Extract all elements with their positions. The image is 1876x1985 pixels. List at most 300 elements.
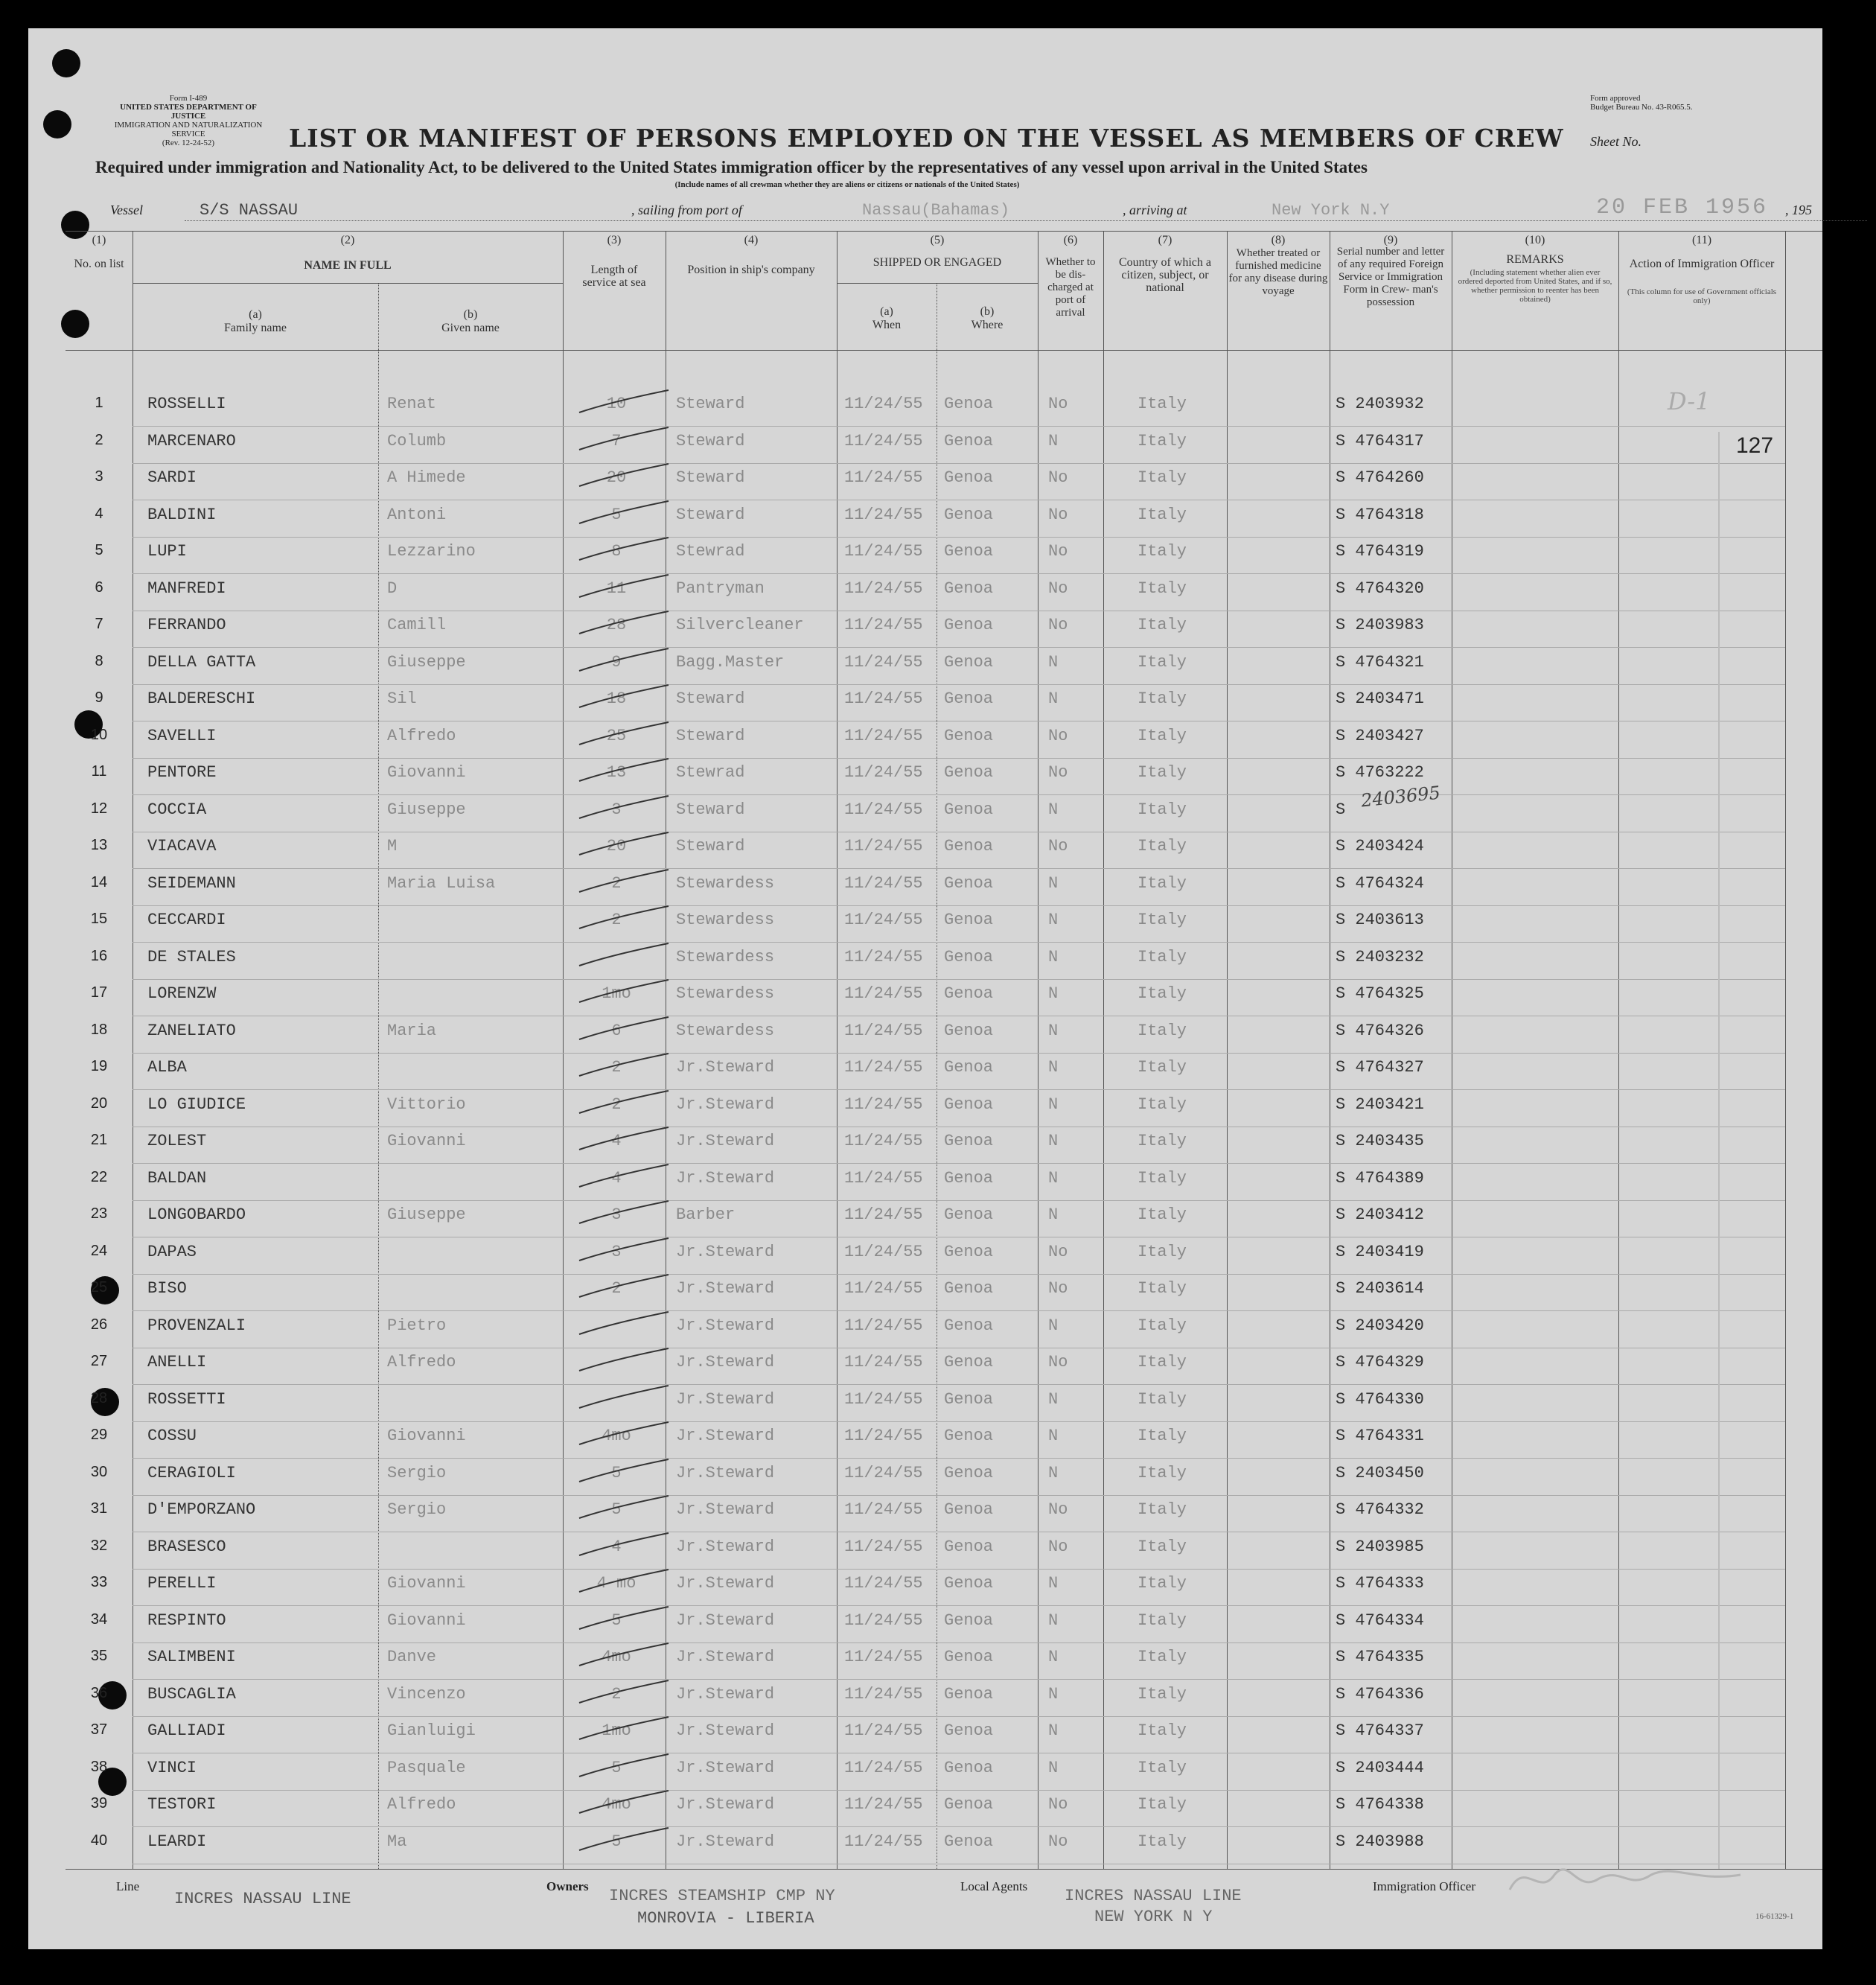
length-of-service: 2 <box>611 1684 622 1704</box>
serial-number: S 2403420 <box>1336 1316 1424 1335</box>
check-mark <box>572 424 676 454</box>
row-divider <box>133 1089 1785 1090</box>
position: Jr.Steward <box>676 1316 775 1335</box>
country: Italy <box>1138 1242 1187 1261</box>
serial-number: S 2403985 <box>1336 1537 1424 1556</box>
discharged: N <box>1048 1316 1059 1335</box>
check-mark <box>572 1751 676 1781</box>
given-name: D <box>387 579 398 598</box>
engaged-when: 11/24/55 <box>844 1648 923 1666</box>
country: Italy <box>1138 1168 1187 1188</box>
check-mark <box>572 1788 676 1817</box>
serial-number: S 4764389 <box>1336 1168 1424 1188</box>
discharged: N <box>1048 1758 1059 1777</box>
table-row <box>66 984 1867 1022</box>
col-num-8: (8) <box>1271 234 1286 246</box>
family-name: D'EMPORZANO <box>147 1500 256 1519</box>
engaged-when: 11/24/55 <box>844 505 923 524</box>
given-name: Pasquale <box>387 1758 466 1777</box>
check-mark <box>572 572 676 602</box>
row-divider <box>133 684 1785 685</box>
family-name: BALDAN <box>147 1168 207 1188</box>
discharged: No <box>1048 1537 1068 1556</box>
row-divider <box>133 1310 1785 1311</box>
serial-number: S 2403444 <box>1336 1758 1424 1777</box>
voyage-line <box>110 195 1822 228</box>
check-mark <box>572 940 676 970</box>
serial-number: S 2403614 <box>1336 1279 1424 1298</box>
col-header-where: Where <box>971 319 1004 331</box>
position: Stewardess <box>676 873 775 893</box>
position: Stewrad <box>676 763 745 782</box>
engaged-where: Genoa <box>944 1721 994 1740</box>
engaged-where: Genoa <box>944 1389 994 1409</box>
given-name: Camill <box>387 616 447 634</box>
given-name: Sergio <box>387 1500 447 1519</box>
d1-annotation: D-1 <box>1668 387 1711 415</box>
family-name: COSSU <box>147 1427 197 1445</box>
engaged-where: Genoa <box>944 468 994 487</box>
discharged: N <box>1048 1132 1059 1150</box>
check-mark <box>572 793 676 823</box>
country: Italy <box>1138 1500 1187 1519</box>
discharged: N <box>1048 1721 1059 1740</box>
engaged-when: 11/24/55 <box>844 1610 923 1630</box>
length-of-service: 20 <box>606 468 627 487</box>
col-num-6: (6) <box>1063 234 1078 246</box>
given-name: Alfredo <box>387 1353 456 1371</box>
discharged: N <box>1048 431 1059 450</box>
discharged: N <box>1048 1205 1059 1224</box>
length-of-service: 1mo <box>602 984 631 1003</box>
country: Italy <box>1138 468 1187 487</box>
length-of-service: 28 <box>606 616 627 634</box>
table-row <box>66 1022 1867 1059</box>
country: Italy <box>1138 1389 1187 1409</box>
country: Italy <box>1138 1832 1187 1851</box>
discharged: N <box>1048 1058 1059 1077</box>
engaged-when: 11/24/55 <box>844 1574 923 1593</box>
serial-number: S 4764335 <box>1336 1648 1424 1666</box>
col-header-name: NAME IN FULL <box>304 259 392 272</box>
family-name: BALDERESCHI <box>147 689 256 708</box>
col-header-treated: Whether treated or furnished medicine for any disease during voyage <box>1228 247 1328 297</box>
family-name: ROSSELLI <box>147 395 226 413</box>
check-mark <box>572 1825 676 1855</box>
engaged-where: Genoa <box>944 1205 994 1224</box>
country: Italy <box>1138 395 1187 413</box>
row-divider <box>133 1163 1785 1164</box>
table-row <box>66 1538 1867 1575</box>
country: Italy <box>1138 1574 1187 1593</box>
engaged-where: Genoa <box>944 1316 994 1335</box>
discharged: N <box>1048 947 1059 966</box>
given-name: Pietro <box>387 1316 447 1335</box>
country: Italy <box>1138 726 1187 745</box>
position: Jr.Steward <box>676 1132 775 1150</box>
manifest-sheet <box>28 28 1822 1949</box>
position: Jr.Steward <box>676 1648 775 1666</box>
given-name: A Himede <box>387 468 466 487</box>
table-row <box>66 948 1867 985</box>
form-number: Form I-489 <box>169 94 208 103</box>
discharged: N <box>1048 1648 1059 1666</box>
family-name: TESTORI <box>147 1795 217 1814</box>
position: Jr.Steward <box>676 1758 775 1777</box>
row-number: 19 <box>90 1058 108 1074</box>
family-name: LONGOBARDO <box>147 1205 246 1224</box>
engaged-where: Genoa <box>944 431 994 450</box>
given-name: Maria Luisa <box>387 873 496 893</box>
serial-number: S 4764337 <box>1336 1721 1424 1740</box>
serial-number: S 4764324 <box>1336 873 1424 893</box>
page-subtitle: Required under immigration and Nationality Act, to be delivered to the United States immigration officer by the representatives of any vessel upon arrival in the United States <box>95 158 1368 176</box>
col-header-no: No. on list <box>74 258 124 270</box>
engaged-when: 11/24/55 <box>844 947 923 966</box>
row-number: 23 <box>90 1205 108 1222</box>
engaged-when: 11/24/55 <box>844 837 923 856</box>
family-name: LORENZW <box>147 984 217 1003</box>
family-name: GALLIADI <box>147 1721 226 1740</box>
engaged-when: 11/24/55 <box>844 1168 923 1188</box>
engaged-when: 11/24/55 <box>844 1132 923 1150</box>
row-divider <box>133 794 1785 795</box>
discharged: No <box>1048 1242 1068 1261</box>
sailing-label: , sailing from port of <box>631 203 742 217</box>
row-number: 14 <box>90 873 108 890</box>
position: Bagg.Master <box>676 652 785 672</box>
table-row <box>66 1611 1867 1648</box>
col-header-action-note: (This column for use of Government officials only) <box>1627 287 1777 305</box>
country: Italy <box>1138 542 1187 561</box>
engaged-where: Genoa <box>944 1832 994 1851</box>
discharged: No <box>1048 837 1068 856</box>
officer-label: Immigration Officer <box>1373 1879 1476 1893</box>
row-number: 39 <box>90 1795 108 1812</box>
row-number: 2 <box>95 431 103 448</box>
check-mark <box>572 1604 676 1634</box>
row-number: 3 <box>95 468 103 485</box>
country: Italy <box>1138 1058 1187 1077</box>
engaged-when: 11/24/55 <box>844 1279 923 1298</box>
position: Steward <box>676 468 745 487</box>
discharged: N <box>1048 1610 1059 1630</box>
row-divider <box>133 1458 1785 1459</box>
engaged-where: Genoa <box>944 763 994 782</box>
discharged: N <box>1048 1168 1059 1188</box>
serial-number: S 2403471 <box>1336 689 1424 708</box>
include-note: (Include names of all crewman whether they are aliens or citizens or nationals of the United States) <box>674 180 1020 189</box>
length-of-service: 4 <box>611 1132 622 1150</box>
serial-number: S 4764338 <box>1336 1795 1424 1814</box>
discharged: No <box>1048 579 1068 598</box>
row-divider <box>133 1384 1785 1385</box>
engaged-where: Genoa <box>944 1610 994 1630</box>
owners-label: Owners <box>546 1879 589 1893</box>
check-mark <box>572 1567 676 1596</box>
length-of-service: 18 <box>606 689 627 708</box>
discharged: N <box>1048 1389 1059 1409</box>
check-mark <box>572 1456 676 1486</box>
check-mark <box>572 1124 676 1154</box>
country: Italy <box>1138 873 1187 893</box>
check-mark <box>572 1530 676 1560</box>
table-row <box>66 1279 1867 1316</box>
check-mark <box>572 1383 676 1412</box>
discharged: No <box>1048 1500 1068 1519</box>
country: Italy <box>1138 579 1187 598</box>
check-mark <box>572 461 676 491</box>
given-name: Renat <box>387 395 437 413</box>
agents-line2: NEW YORK N Y <box>1094 1908 1213 1926</box>
port-of-sailing: Nassau(Bahamas) <box>862 201 1010 220</box>
length-of-service: 9 <box>611 652 622 672</box>
discharged: N <box>1048 1021 1059 1040</box>
page-number: 127 <box>1736 433 1774 458</box>
table-row <box>66 763 1867 800</box>
family-name: VINCI <box>147 1758 197 1777</box>
table-row <box>66 579 1867 616</box>
check-mark <box>572 1677 676 1707</box>
country: Italy <box>1138 947 1187 966</box>
row-number: 37 <box>90 1721 108 1738</box>
engaged-when: 11/24/55 <box>844 1205 923 1224</box>
row-divider <box>133 979 1785 980</box>
row-number: 31 <box>90 1500 108 1517</box>
owners-line2: MONROVIA - LIBERIA <box>637 1909 814 1928</box>
form-info <box>103 94 274 147</box>
given-name: Lezzarino <box>387 542 476 561</box>
serial-number: S 2403988 <box>1336 1832 1424 1851</box>
table-row <box>66 1390 1867 1427</box>
row-number: 12 <box>90 800 108 817</box>
check-mark <box>572 1345 676 1375</box>
position: Jr.Steward <box>676 1574 775 1593</box>
engaged-where: Genoa <box>944 984 994 1003</box>
col-header-discharged: Whether to be dis- charged at port of arrival <box>1045 256 1096 319</box>
check-mark <box>572 1493 676 1523</box>
row-number: 32 <box>90 1537 108 1554</box>
country: Italy <box>1138 1279 1187 1298</box>
col-num-3: (3) <box>607 234 622 246</box>
position: Jr.Steward <box>676 1242 775 1261</box>
table-row <box>66 1243 1867 1280</box>
engaged-when: 11/24/55 <box>844 1500 923 1519</box>
check-mark <box>572 1014 676 1044</box>
agents-label: Local Agents <box>960 1879 1028 1893</box>
col-num-1: (1) <box>92 234 106 246</box>
col-header-country: Country of which a citizen, subject, or national <box>1119 256 1211 294</box>
engaged-when: 11/24/55 <box>844 763 923 782</box>
row-number: 11 <box>91 763 107 780</box>
country: Italy <box>1138 1648 1187 1666</box>
check-mark <box>572 387 676 417</box>
engaged-when: 11/24/55 <box>844 431 923 450</box>
discharged: No <box>1048 395 1068 413</box>
table-row <box>66 1648 1867 1685</box>
country: Italy <box>1138 800 1187 819</box>
serial-number: S 2403427 <box>1336 726 1424 745</box>
row-divider <box>133 1716 1785 1717</box>
length-of-service: 3 <box>611 800 622 819</box>
country: Italy <box>1138 1427 1187 1445</box>
row-divider <box>133 1605 1785 1606</box>
table-row <box>66 727 1867 764</box>
engaged-when: 11/24/55 <box>844 1463 923 1482</box>
position: Pantryman <box>676 579 765 598</box>
col-header-where-b: (b) <box>980 305 995 318</box>
row-number: 4 <box>95 505 103 522</box>
country: Italy <box>1138 1795 1187 1814</box>
country: Italy <box>1138 837 1187 856</box>
serial-number: S 2403412 <box>1336 1205 1424 1224</box>
country: Italy <box>1138 1095 1187 1114</box>
engaged-when: 11/24/55 <box>844 1795 923 1814</box>
col-header-given-b: (b) <box>463 308 478 321</box>
family-name: ALBA <box>147 1058 187 1077</box>
col-num-11: (11) <box>1691 234 1712 246</box>
col-num-5: (5) <box>930 234 945 246</box>
family-name: DELLA GATTA <box>147 652 256 672</box>
given-name: Giuseppe <box>387 800 466 819</box>
row-number: 17 <box>90 984 108 1001</box>
discharged: No <box>1048 1795 1068 1814</box>
length-of-service: 5 <box>611 1463 622 1482</box>
check-mark <box>572 1272 676 1301</box>
given-name: Giovanni <box>387 1132 466 1150</box>
country: Italy <box>1138 984 1187 1003</box>
engaged-where: Genoa <box>944 1132 994 1150</box>
engaged-where: Genoa <box>944 542 994 561</box>
country: Italy <box>1138 1610 1187 1630</box>
row-divider <box>133 1421 1785 1422</box>
discharged: No <box>1048 1279 1068 1298</box>
position: Steward <box>676 837 745 856</box>
row-number: 22 <box>90 1168 108 1185</box>
engaged-where: Genoa <box>944 837 994 856</box>
engaged-when: 11/24/55 <box>844 873 923 893</box>
discharged: N <box>1048 1684 1059 1704</box>
position: Steward <box>676 726 745 745</box>
discharged: No <box>1048 726 1068 745</box>
row-number: 40 <box>90 1832 108 1849</box>
country: Italy <box>1138 431 1187 450</box>
table-row <box>66 1795 1867 1832</box>
budget-number: Budget Bureau No. 43-R065.5. <box>1590 103 1693 112</box>
length-of-service: 4 <box>611 1168 622 1188</box>
engaged-where: Genoa <box>944 1058 994 1077</box>
serial-number: S 2403983 <box>1336 616 1424 634</box>
engaged-when: 11/24/55 <box>844 579 923 598</box>
crew-rows <box>66 395 1822 1869</box>
length-of-service: 3 <box>611 1205 622 1224</box>
engaged-when: 11/24/55 <box>844 1684 923 1704</box>
length-of-service: 10 <box>606 395 627 413</box>
engaged-when: 11/24/55 <box>844 1095 923 1114</box>
position: Jr.Steward <box>676 1279 775 1298</box>
date-stamp: 20 FEB 1956 <box>1596 195 1769 220</box>
family-name: SEIDEMANN <box>147 873 236 893</box>
table-row <box>66 1205 1867 1243</box>
row-divider <box>133 868 1785 869</box>
table-row <box>66 837 1867 874</box>
engaged-where: Genoa <box>944 800 994 819</box>
given-name: Vittorio <box>387 1095 466 1114</box>
row-divider <box>133 1826 1785 1827</box>
row-divider <box>133 463 1785 464</box>
row-number: 34 <box>90 1610 108 1628</box>
form-approved: Form approved <box>1590 94 1641 103</box>
col-header-remarks-note: (Including statement whether alien ever ordered deported from United States, and if so, whether permission to reenter has been obtained) <box>1458 268 1612 304</box>
row-number: 38 <box>90 1758 108 1775</box>
row-divider <box>133 942 1785 943</box>
position: Jr.Steward <box>676 1832 775 1851</box>
family-name: ZOLEST <box>147 1132 207 1150</box>
serial-number: S 4764331 <box>1336 1427 1424 1445</box>
crew-table <box>66 231 1822 1876</box>
country: Italy <box>1138 1684 1187 1704</box>
row-number: 20 <box>90 1095 108 1112</box>
serial-number: S 4764319 <box>1336 542 1424 561</box>
position: Jr.Steward <box>676 1684 775 1704</box>
check-mark <box>572 756 676 786</box>
row-number: 28 <box>90 1389 108 1406</box>
engaged-when: 11/24/55 <box>844 468 923 487</box>
table-row <box>66 1095 1867 1132</box>
engaged-where: Genoa <box>944 1648 994 1666</box>
engaged-when: 11/24/55 <box>844 1537 923 1556</box>
country: Italy <box>1138 1132 1187 1150</box>
discharged: N <box>1048 1463 1059 1482</box>
check-mark <box>572 719 676 749</box>
position: Jr.Steward <box>676 1537 775 1556</box>
vessel-name: S/S NASSAU <box>200 201 299 220</box>
col-header-length: Length of service at sea <box>582 264 646 289</box>
row-number: 33 <box>90 1574 108 1590</box>
col-header-family-a: (a) <box>249 308 262 321</box>
family-name: ROSSETTI <box>147 1389 226 1409</box>
position: Jr.Steward <box>676 1463 775 1482</box>
length-of-service: 13 <box>606 763 627 782</box>
family-name: BUSCAGLIA <box>147 1684 236 1704</box>
check-mark <box>572 1309 676 1339</box>
given-name: Maria <box>387 1021 437 1040</box>
check-mark <box>572 608 676 638</box>
engaged-where: Genoa <box>944 1500 994 1519</box>
serial-number: S 4764317 <box>1336 431 1424 450</box>
given-name: Giovanni <box>387 763 466 782</box>
vessel-label: Vessel <box>110 203 143 217</box>
country: Italy <box>1138 1316 1187 1335</box>
position: Stewardess <box>676 947 775 966</box>
serial-number: S 2403424 <box>1336 837 1424 856</box>
print-code: 16-61329-1 <box>1755 1912 1794 1921</box>
serial-number: S 4764329 <box>1336 1353 1424 1371</box>
given-name: Alfredo <box>387 1795 456 1814</box>
engaged-when: 11/24/55 <box>844 1758 923 1777</box>
service: IMMIGRATION AND NATURALIZATION SERVICE <box>114 121 263 138</box>
col-header-shipped: SHIPPED OR ENGAGED <box>872 256 1002 269</box>
country: Italy <box>1138 1721 1187 1740</box>
row-divider <box>133 1679 1785 1680</box>
given-name: Antoni <box>387 505 447 524</box>
table-row <box>66 1132 1867 1169</box>
engaged-when: 11/24/55 <box>844 1058 923 1077</box>
length-of-service: 2 <box>611 911 622 929</box>
given-name: Danve <box>387 1648 437 1666</box>
country: Italy <box>1138 689 1187 708</box>
engaged-when: 11/24/55 <box>844 1427 923 1445</box>
